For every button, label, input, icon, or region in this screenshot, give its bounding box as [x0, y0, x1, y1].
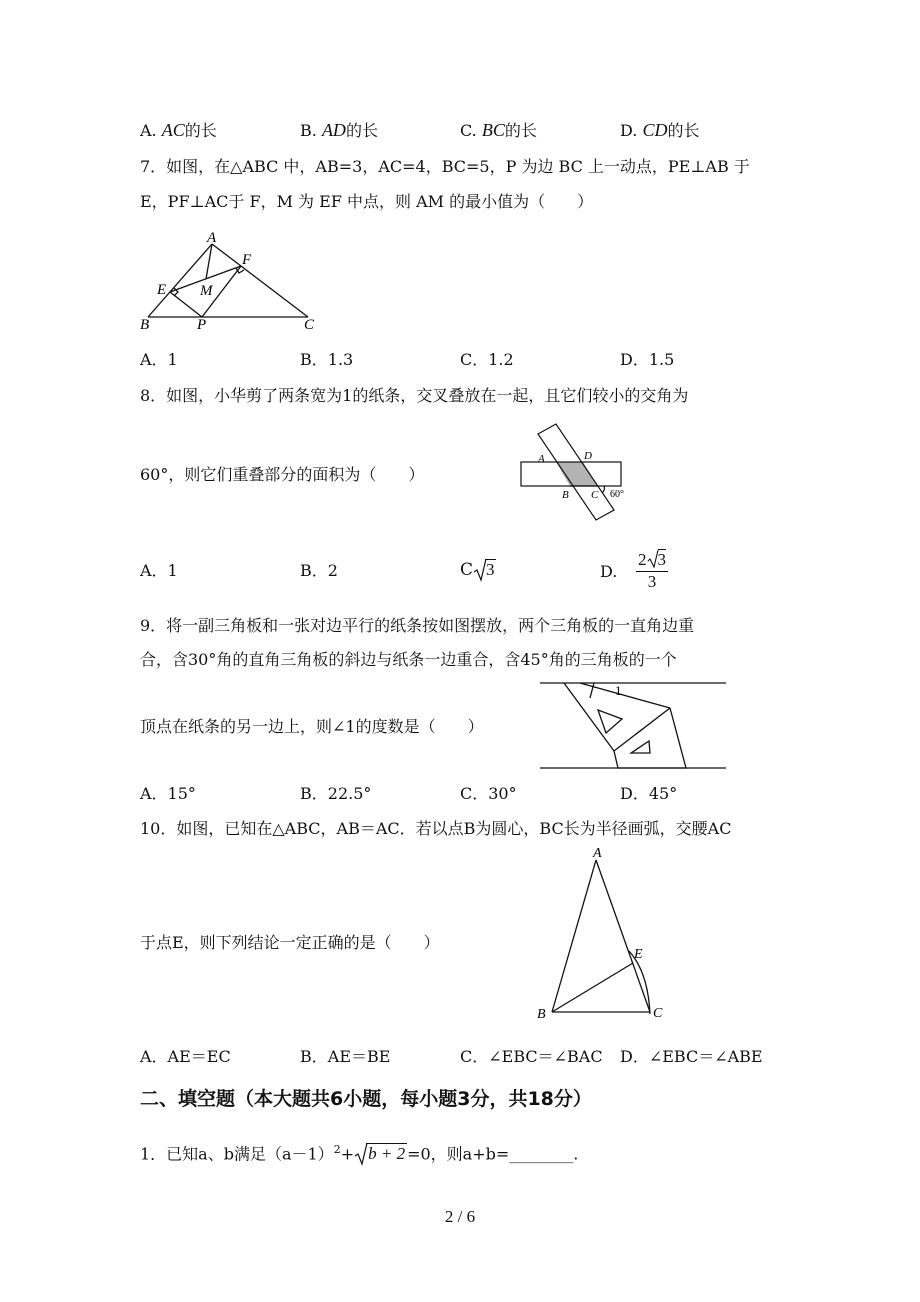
q6-option-b: B. AD的长: [300, 120, 378, 140]
page-number: 2 / 6: [444, 1207, 476, 1226]
label-c: C: [304, 317, 315, 333]
q10-figure: [532, 842, 672, 1024]
q7-option-a: A．1: [140, 350, 178, 369]
q10-option-a: A．AE＝EC: [140, 1047, 231, 1066]
label-b: B: [140, 317, 150, 333]
label-a: A: [593, 846, 602, 861]
q9-stem-line2: 合，含30°角的直角三角板的斜边与纸条一边重合，含45°角的三角板的一个: [140, 650, 677, 669]
q7-stem-line1: 7．如图，在△ABC 中，AB=3，AC=4，BC=5，P 为边 BC 上一动点，PE⊥AB 于: [140, 157, 750, 176]
q9-option-d: D．45°: [620, 784, 678, 803]
label-b: B: [537, 1007, 546, 1022]
q8-option-b: B．2: [300, 561, 338, 580]
q9-figure: [536, 678, 730, 774]
q9-option-c: C．30°: [460, 784, 517, 803]
q8-option-c: C 3: [460, 560, 495, 580]
q7-option-b: B．1.3: [300, 350, 354, 369]
label-p: P: [197, 317, 207, 333]
q8-figure: [518, 422, 638, 524]
q6-option-a: A. AC的长: [140, 120, 217, 140]
sqrt-icon: [354, 1142, 368, 1166]
q7-option-d: D．1.5: [620, 350, 675, 369]
label-f: F: [242, 252, 252, 268]
label-c: C: [591, 489, 599, 501]
q8-stem-line1: 8．如图，小华剪了两条宽为1的纸条，交叉叠放在一起，且它们较小的交角为: [140, 386, 689, 405]
q10-stem-line2: 于点E，则下列结论一定正确的是（ ）: [140, 933, 440, 952]
label-c: C: [653, 1006, 663, 1021]
q9-stem-line1: 9．将一副三角板和一张对边平行的纸条按如图摆放，两个三角板的一直角边重: [140, 616, 695, 635]
label-m: M: [200, 283, 213, 299]
label-a: A: [538, 453, 545, 465]
q10-option-c: C．∠EBC＝∠BAC: [460, 1047, 603, 1066]
q7-option-c: C．1.2: [460, 350, 514, 369]
q8-option-a: A．1: [140, 561, 178, 580]
q6-option-c: C. BC的长: [460, 120, 537, 140]
sqrt-icon: [473, 558, 487, 582]
q7-figure: [140, 228, 330, 334]
q6-option-d: D. CD的长: [620, 120, 700, 140]
q8-stem-line2: 60°，则它们重叠部分的面积为（ ）: [140, 465, 425, 484]
q10-option-b: B．AE＝BE: [300, 1047, 391, 1066]
label-b: B: [562, 489, 569, 501]
label-angle-1: 1: [615, 683, 622, 698]
label-angle-60: 60°: [610, 489, 624, 500]
q9-stem-line3: 顶点在纸条的另一边上，则∠1的度数是（ ）: [140, 717, 484, 736]
q9-option-a: A．15°: [140, 784, 196, 803]
section-heading: 二、填空题（本大题共6小题，每小题3分，共18分）: [140, 1088, 592, 1110]
sqrt-icon: [647, 549, 659, 569]
q10-option-d: D．∠EBC＝∠ABE: [620, 1047, 763, 1066]
label-a: A: [207, 230, 217, 246]
label-d: D: [584, 450, 592, 462]
q7-stem-line2: E，PF⊥AC于 F，M 为 EF 中点，则 AM 的最小值为（ ）: [140, 192, 594, 211]
label-e: E: [157, 282, 167, 298]
q10-stem-line1: 10．如图，已知在△ABC，AB＝AC．若以点B为圆心，BC长为半径画弧，交腰AC: [140, 819, 732, 838]
q9-option-b: B．22.5°: [300, 784, 372, 803]
fill-q1: 1．已知a、b满足$(a-1)^2+$ b + 2 =0，则a+b=________.: [140, 1138, 578, 1166]
label-e: E: [634, 947, 643, 962]
